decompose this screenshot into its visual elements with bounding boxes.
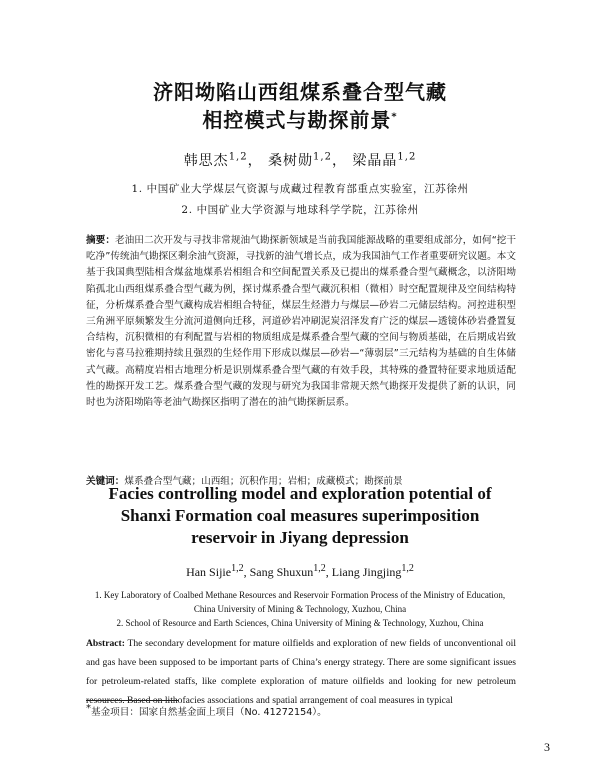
author-separator: ，	[331, 153, 347, 169]
footnote-marker: *	[86, 702, 91, 714]
english-title-line-2: Shanxi Formation coal measures superimposition	[120, 506, 480, 525]
author-separator: ,	[243, 565, 247, 579]
chinese-abstract-label: 摘要：	[86, 235, 115, 246]
footnote-text: 基金项目：国家自然基金面上项目（No. 41272154）。	[91, 707, 327, 718]
author-name: Liang Jingjing	[331, 565, 402, 579]
author-separator: ，	[247, 153, 263, 169]
chinese-title-line-2	[0, 104, 600, 133]
author-name: Han Sijie	[186, 565, 232, 579]
english-affiliation-1-cont: China University of Mining & Technology, Xuzhou, China	[193, 604, 407, 614]
author-name: 梁晶晶	[352, 153, 398, 169]
english-authors	[0, 565, 600, 580]
author-name: 桑树勋	[268, 153, 314, 169]
author-affiliation-sup: 1,2	[228, 151, 248, 163]
author-separator: ,	[325, 565, 329, 579]
english-title-line-3: reservoir in Jiyang depression	[191, 528, 409, 547]
chinese-authors	[0, 150, 600, 170]
footnote-rule	[86, 700, 178, 701]
chinese-affiliation-2: 2. 中国矿业大学资源与地球科学学院，江苏徐州	[181, 204, 419, 216]
title-footnote-marker: *	[391, 111, 398, 123]
english-affiliation-2: 2. School of Resource and Earth Sciences, China University of Mining & Technology, Xuzhou, China	[116, 618, 484, 628]
chinese-title-text-2: 相控模式与勘探前景	[202, 108, 392, 132]
author-affiliation-sup: 1,2	[313, 151, 332, 163]
author-affiliation-sup: 1,2	[231, 563, 244, 574]
chinese-keywords-text: 煤系叠合型气藏；山西组；沉积作用；岩相；成藏模式；勘探前景	[124, 476, 403, 487]
page-number: 3	[544, 740, 550, 754]
author-name: 韩思杰	[183, 153, 229, 169]
author-affiliation-sup: 1,2	[313, 563, 326, 574]
author-affiliation-sup: 1,2	[397, 151, 417, 163]
english-affiliation-1: 1. Key Laboratory of Coalbed Methane Resources and Reservoir Formation Process of the Ministry of Education,	[94, 590, 506, 600]
chinese-abstract	[86, 233, 516, 411]
english-title-line-1: Facies controlling model and exploration potential of	[108, 484, 492, 503]
chinese-affiliation-1: 1. 中国矿业大学煤层气资源与成藏过程教育部重点实验室，江苏徐州	[131, 183, 469, 195]
chinese-keywords-label: 关键词：	[86, 476, 125, 487]
chinese-abstract-text: 老油田二次开发与寻找非常规油气勘探新领域是当前我国能源战略的重要组成部分，如何“挖干吃净”传统油气勘探区剩余油气资源，寻找新的油气增长点，成为我国油气工作者重要研究议题。本文基于我国典型陆相含煤盆地煤系岩相组合和空间配置关系及已提出的煤系叠合型气藏概念，以济阳坳陷孤北山西组煤系叠合型气藏为例，探讨煤系叠合型气藏沉积相（微相）时空配置规律及空间结构特征，分析煤系叠合型气藏构成岩相组合特征，煤层生烃潜力与煤层—砂岩二元储层结构。河控进积型三角洲平原频繁发生分流河道侧向迁移，河道砂岩冲刷泥炭沼泽发育广泛的煤层—透镜体砂岩叠置复合结构，沉积微相的有利配置与岩相的物质组成是煤系叠合型气藏的空间与物质基础，在后期成岩致密化与喜马拉雅期持续且强烈的生烃作用下形成以煤层—砂岩—“薄弱层”三元结构为基础的自生体储式气藏。高精度岩相古地理分析是识别煤系叠合型气藏的有效手段，其特殊的叠置特征要求地质适配性的勘探开发工艺。煤系叠合型气藏的发现与研究为我国非常规天然气勘探开发提供了新的认识，同时也为济阳坳陷等老油气勘探区指明了潜在的油气勘探新层系。	[86, 235, 516, 409]
english-abstract-label: Abstract:	[86, 638, 125, 649]
chinese-title-line-1: 济阳坳陷山西组煤系叠合型气藏	[153, 80, 447, 104]
english-abstract-text: The secondary development for mature oilfields and exploration of new fields of unconventional oil and gas have been supposed to be important parts of China’s energy strategy. There are some significant issues for petroleum-related staffs, like complete exploration of mature oilfields and looking for new petroleum resources. Based on lithofacies associations and spatial arrangement of coal measures in typical	[86, 638, 516, 706]
english-abstract	[86, 634, 516, 710]
funding-footnote	[86, 704, 516, 718]
author-name: Sang Shuxun	[249, 565, 314, 579]
author-affiliation-sup: 1,2	[401, 563, 414, 574]
